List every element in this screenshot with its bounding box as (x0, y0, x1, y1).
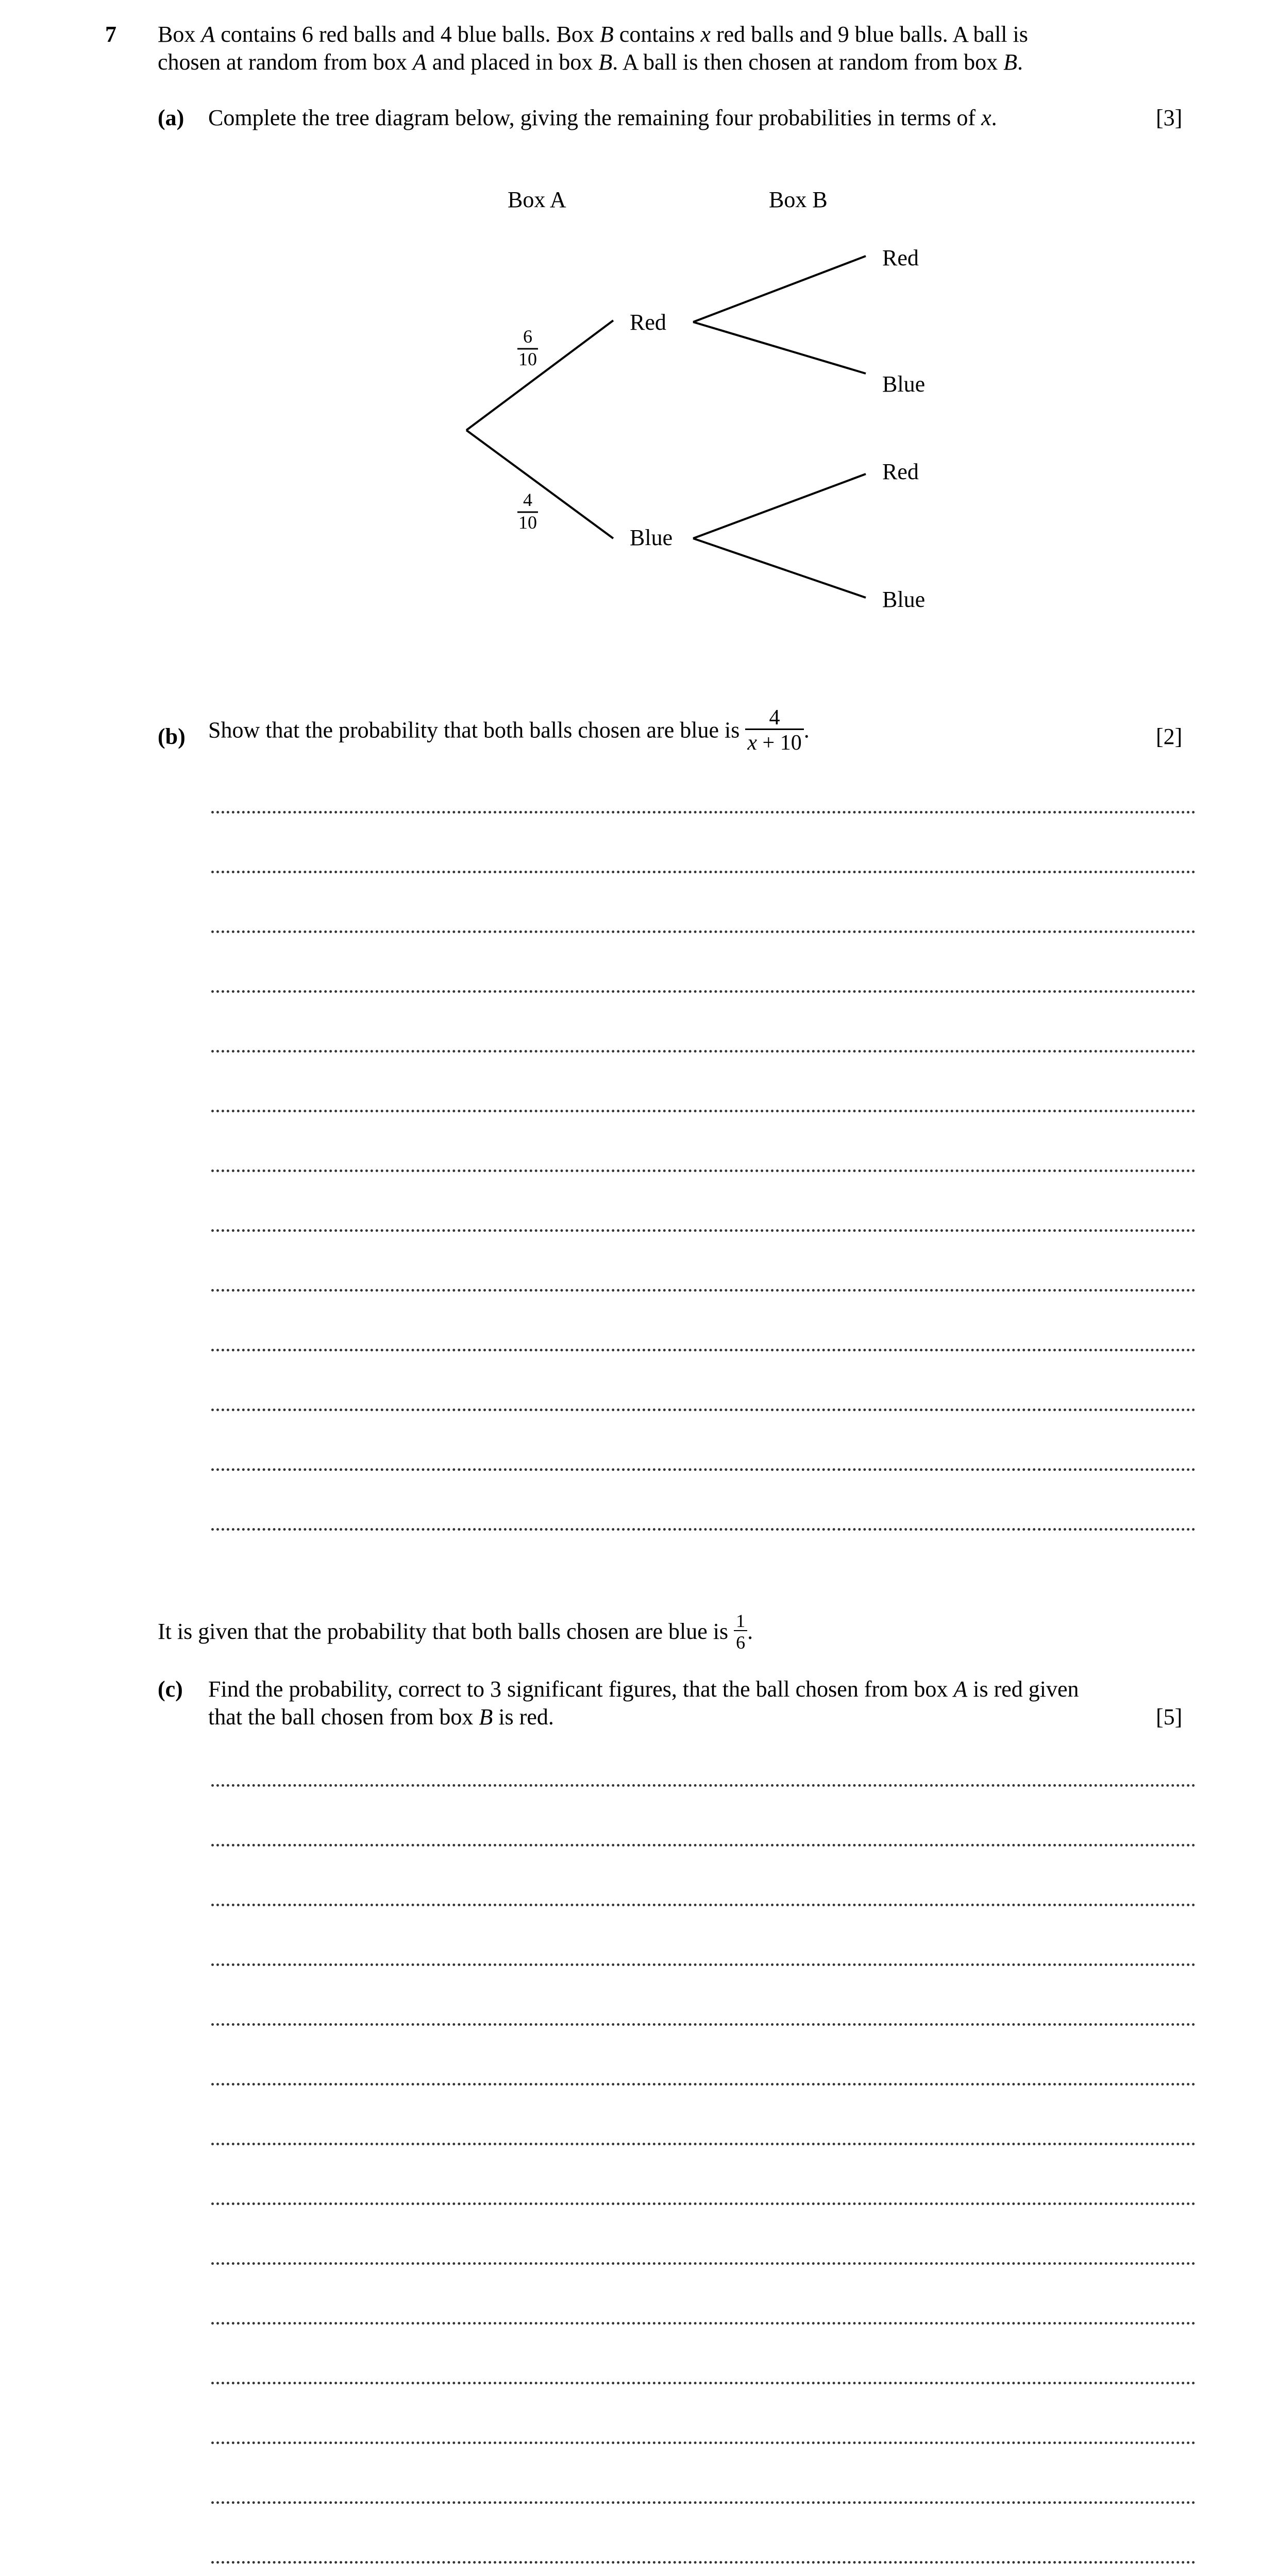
fraction-denominator: 6 (734, 1630, 747, 1652)
prob-red-denominator: 10 (518, 349, 537, 369)
header-box-a: Box A (508, 187, 566, 212)
fraction-numerator: 1 (736, 1611, 746, 1631)
answer-line[interactable] (211, 2322, 1196, 2325)
answer-line[interactable] (211, 2083, 1196, 2086)
part-c-line-1 (208, 1675, 1079, 1703)
branch-red-blue (693, 322, 866, 374)
branch-blue (466, 430, 613, 538)
outcome-b-red-1: Red (882, 245, 919, 270)
answer-line[interactable] (211, 930, 1196, 933)
var-b: B (479, 1704, 493, 1730)
var-b: B (1003, 49, 1017, 75)
fraction-one-sixth (734, 1612, 747, 1652)
prob-red (517, 326, 538, 369)
part-b-label: (b) (158, 724, 186, 749)
answer-line[interactable] (211, 1349, 1196, 1351)
part-c-label: (c) (158, 1676, 183, 1702)
answer-line[interactable] (211, 1050, 1196, 1053)
part-a-instruction: Complete the tree diagram below, giving the remaining four probabilities in terms of (208, 105, 982, 130)
outcome-b-blue-1: Blue (882, 371, 926, 397)
answer-line[interactable] (211, 871, 1196, 873)
header-box-b: Box B (769, 187, 828, 212)
answer-line[interactable] (211, 990, 1196, 993)
answer-line[interactable] (211, 2561, 1196, 2564)
part-c-text: Find the probability, correct to 3 significant figures, that the ball chosen from box (208, 1676, 954, 1702)
var-b: B (598, 49, 613, 75)
denominator-rest: + 10 (757, 731, 802, 755)
part-a-label: (a) (158, 105, 184, 130)
var-a: A (953, 1676, 968, 1702)
answer-line[interactable] (211, 2442, 1196, 2444)
fraction-denominator (745, 728, 803, 754)
part-a-marks: [3] (1156, 105, 1183, 130)
prob-blue-numerator: 4 (523, 489, 532, 510)
answer-line[interactable] (211, 2262, 1196, 2265)
branch-red-red (693, 256, 866, 322)
answer-line[interactable] (211, 811, 1196, 814)
part-b-marks: [2] (1156, 724, 1183, 749)
answer-line[interactable] (211, 1468, 1196, 1471)
part-a-period: . (991, 105, 997, 130)
prob-blue (517, 489, 538, 533)
answer-line[interactable] (211, 1844, 1196, 1846)
given-statement (158, 1612, 753, 1652)
answer-line[interactable] (211, 2023, 1196, 2026)
branch-red (466, 320, 613, 430)
intro-text: red balls and 9 blue balls. A ball is (710, 22, 1028, 47)
var-b: B (599, 22, 614, 47)
branch-blue-red (693, 474, 866, 538)
outcome-a-red: Red (630, 310, 666, 335)
var-x: x (981, 105, 991, 130)
intro-text: contains 6 red balls and 4 blue balls. Box (215, 22, 600, 47)
answer-line[interactable] (211, 1904, 1196, 1906)
prob-blue-denominator: 10 (518, 512, 537, 533)
given-period: . (747, 1619, 753, 1644)
intro-text: contains (613, 22, 701, 47)
part-b-period: . (803, 717, 810, 743)
answer-line[interactable] (211, 2202, 1196, 2205)
tree-diagram (0, 0, 1278, 649)
var-x: x (747, 731, 758, 755)
part-c-line-2 (208, 1703, 554, 1731)
var-x: x (700, 22, 711, 47)
part-c-text: that the ball chosen from box (208, 1704, 479, 1730)
intro-text: . A ball is then chosen at random from box (612, 49, 1004, 75)
question-number: 7 (105, 22, 116, 47)
answer-line[interactable] (211, 1170, 1196, 1172)
answer-line[interactable] (211, 1289, 1196, 1292)
part-b-text (208, 707, 810, 754)
intro-text: Box (158, 22, 201, 47)
outcome-b-red-2: Red (882, 459, 919, 484)
answer-line[interactable] (211, 1229, 1196, 1232)
outcome-a-blue: Blue (630, 525, 673, 550)
outcome-b-blue-2: Blue (882, 587, 926, 612)
answer-line[interactable] (211, 2143, 1196, 2145)
prob-red-numerator: 6 (523, 326, 532, 347)
answer-line[interactable] (211, 2501, 1196, 2504)
part-c-text: is red. (493, 1704, 554, 1730)
var-a: A (201, 22, 215, 47)
answer-line[interactable] (211, 1409, 1196, 1411)
part-c-marks: [5] (1156, 1704, 1183, 1730)
intro-text: chosen at random from box (158, 49, 413, 75)
answer-line[interactable] (211, 1528, 1196, 1531)
answer-line[interactable] (211, 2382, 1196, 2384)
answer-line[interactable] (211, 1963, 1196, 1966)
var-a: A (412, 49, 427, 75)
part-b-instruction: Show that the probability that both balls chosen are blue is (208, 717, 746, 743)
branch-blue-blue (693, 538, 866, 598)
fraction-numerator: 4 (769, 706, 780, 730)
intro-text: . (1017, 49, 1023, 75)
fraction-4-over-x-plus-10 (745, 707, 803, 754)
part-c-text: is red given (967, 1676, 1079, 1702)
answer-line[interactable] (211, 1110, 1196, 1112)
answer-line[interactable] (211, 1784, 1196, 1787)
given-text: It is given that the probability that both balls chosen are blue is (158, 1619, 734, 1644)
intro-text: and placed in box (426, 49, 599, 75)
